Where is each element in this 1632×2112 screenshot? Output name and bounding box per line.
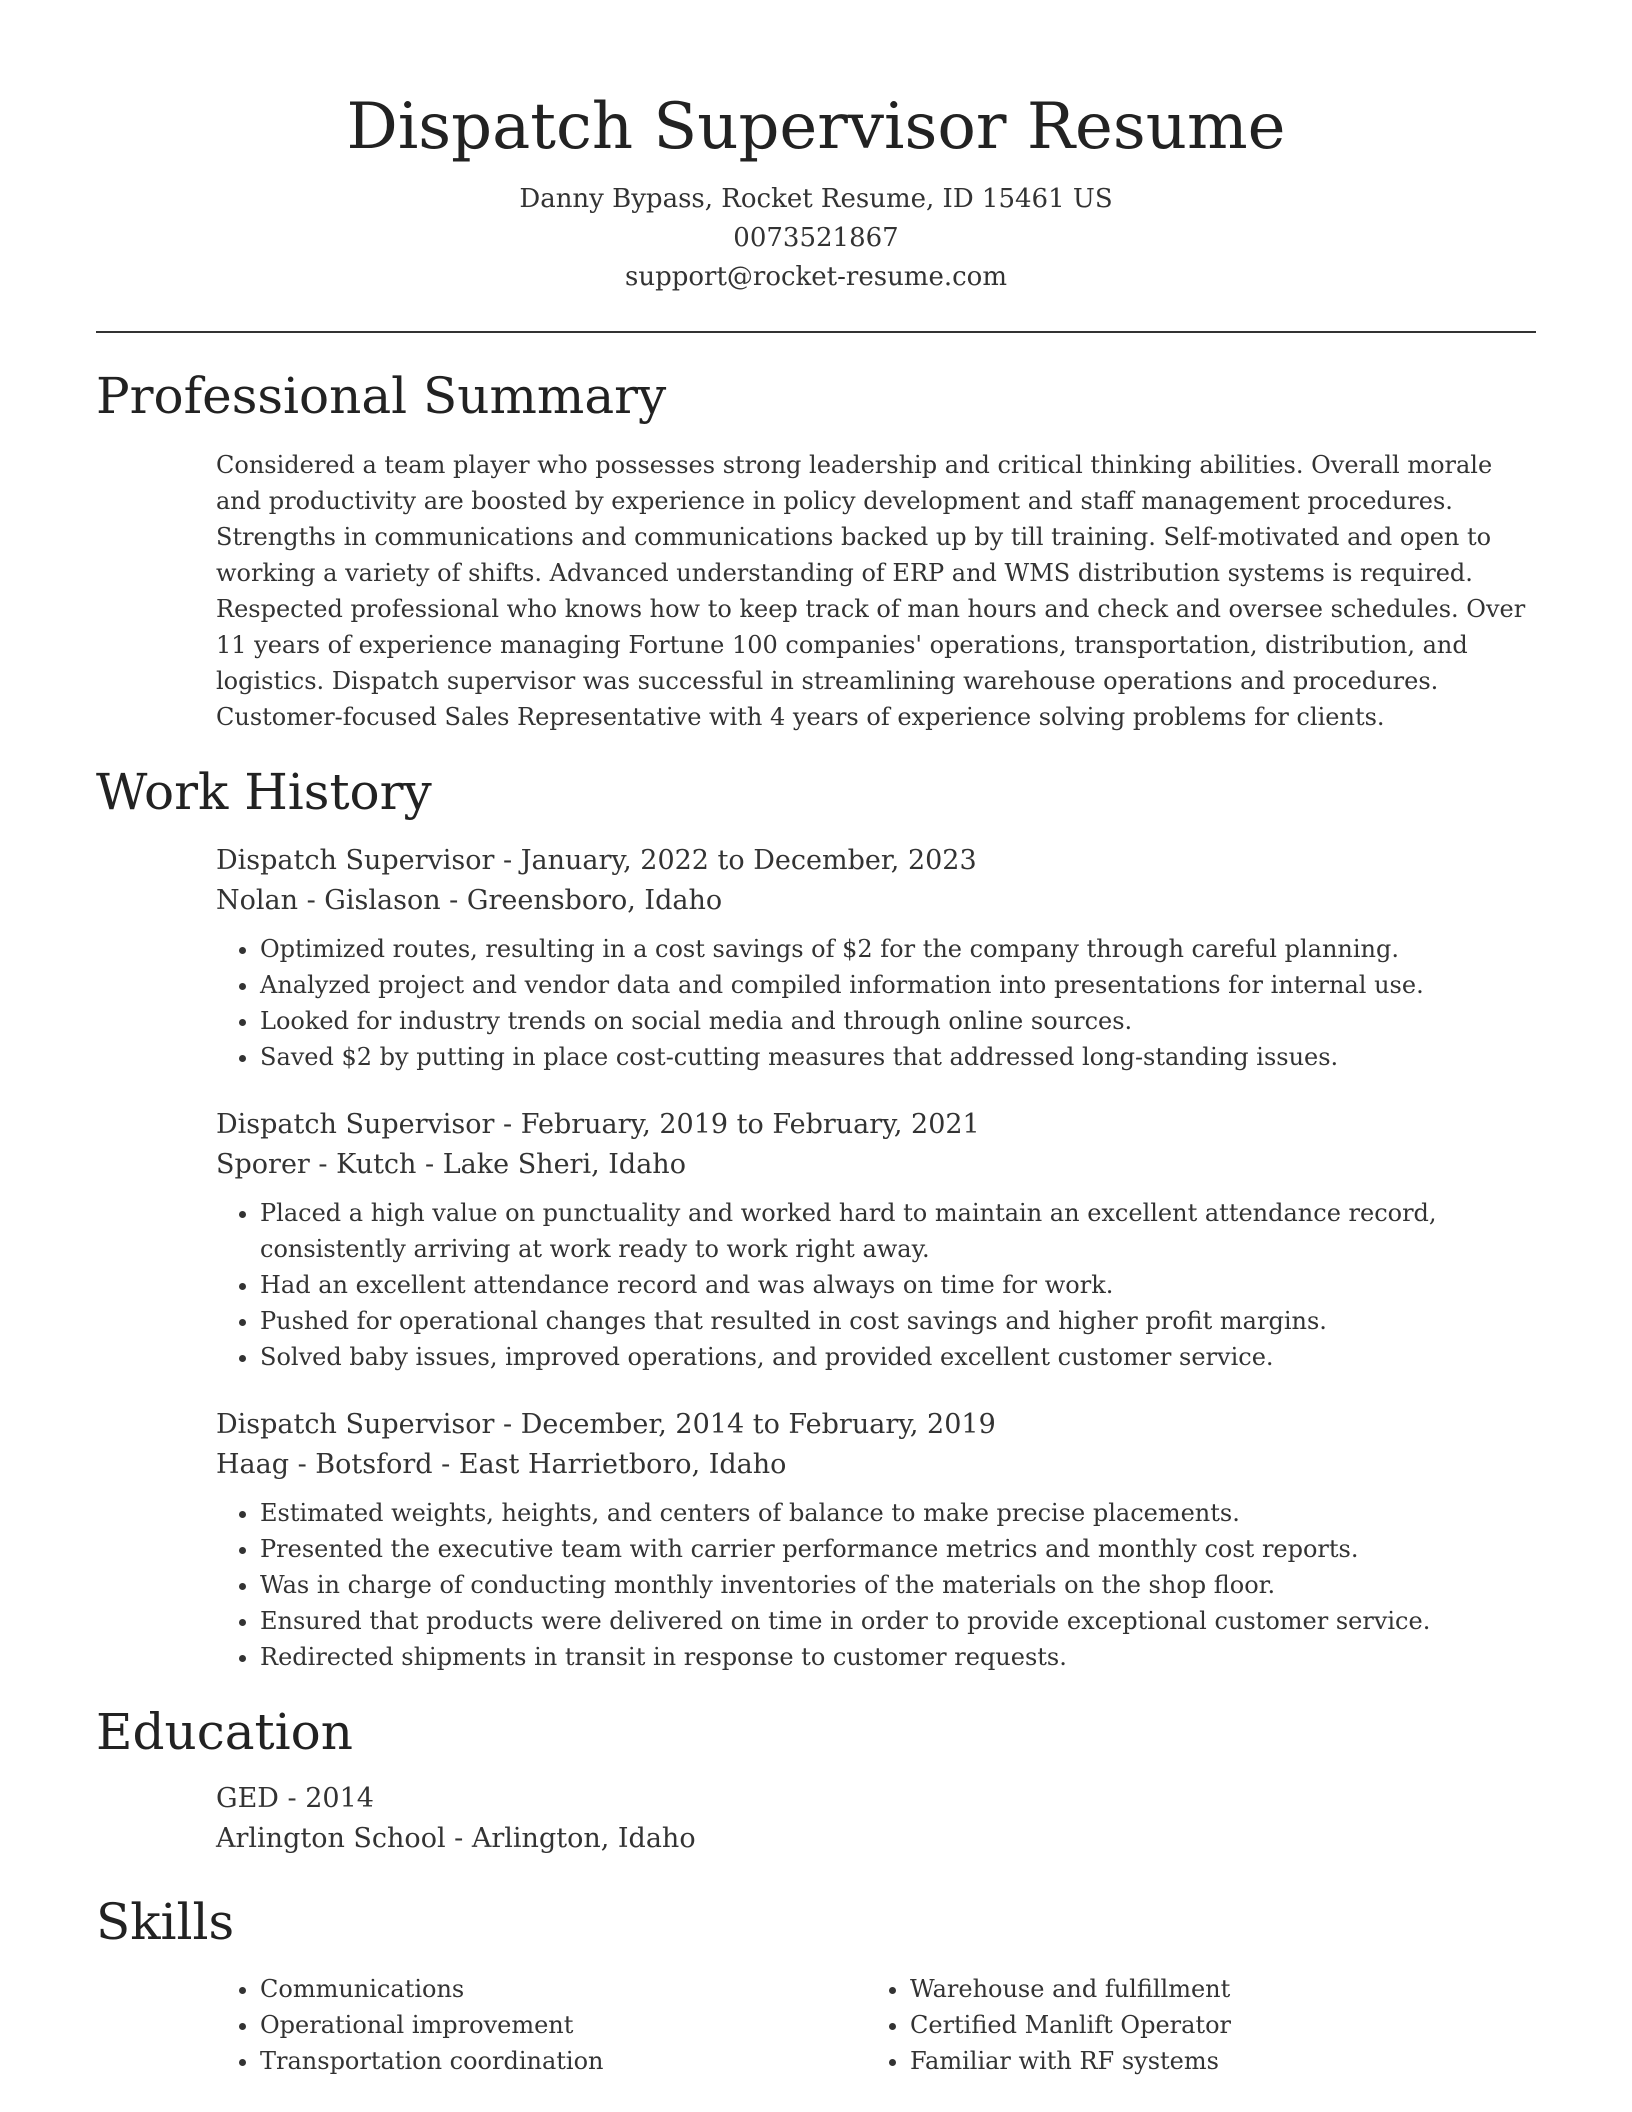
work-history-heading: Work History: [96, 763, 432, 821]
resume-header: [96, 0, 1536, 297]
job-bullet: • Analyzed project and vendor data and compiled information into presentations for internal use.: [260, 967, 1536, 1003]
education-year: - 2014: [278, 1783, 374, 1814]
job-bullets: [216, 1195, 1536, 1375]
job-bullet: • Saved $2 by putting in place cost-cutting measures that addressed long-standing issues.: [260, 1039, 1536, 1075]
job-bullet: • Redirected shipments in transit in response to customer requests.: [260, 1639, 1536, 1675]
job-title-line: [216, 1405, 1536, 1445]
education-degree-line: [216, 1779, 1536, 1819]
job-company: Sporer - Kutch: [216, 1149, 417, 1180]
work-history-section: [96, 757, 1536, 1675]
skills-heading: Skills: [96, 1893, 235, 1951]
job-title-line: [216, 841, 1536, 881]
contact-email: support@rocket-resume.com: [624, 262, 1007, 292]
job-company-line: [216, 1445, 1536, 1485]
summary-text: Considered a team player who possesses strong leadership and critical thinking abilities. Overall morale and productivity are boosted by experience in policy development and staff management procedures. Strengths in communications and communications backed up by till training. Self-motivated and open to working a variety of shifts. Advanced understanding of ERP and WMS distribution systems is required. Respected professional who knows how to keep track of man hours and check and oversee schedules. Over 11 years of experience managing Fortune 100 companies' operations, transportation, distribution, and logistics. Dispatch supervisor was successful in streamlining warehouse operations and procedures. Customer-focused Sales Representative with 4 years of experience solving problems for clients.: [216, 451, 1526, 731]
job-bullet: • Was in charge of conducting monthly inventories of the materials on the shop floor.: [260, 1567, 1536, 1603]
job-company-line: [216, 1145, 1536, 1185]
job-bullet: • Had an excellent attendance record and was always on time for work.: [260, 1267, 1536, 1303]
job-company: Haag - Botsford: [216, 1449, 433, 1480]
job-bullet: • Presented the executive team with carrier performance metrics and monthly cost reports.: [260, 1531, 1536, 1567]
contact-address: Danny Bypass, Rocket Resume, ID 15461 US: [519, 184, 1113, 214]
education-location: - Arlington, Idaho: [445, 1823, 696, 1854]
header-divider: [96, 331, 1536, 333]
job-bullets: [216, 931, 1536, 1075]
skills-section: [96, 1887, 1536, 2079]
job-bullet: • Solved baby issues, improved operations, and provided excellent customer service.: [260, 1339, 1536, 1375]
job-location: - Greensboro, Idaho: [440, 885, 723, 916]
job-dates: - December, 2014 to February, 2019: [494, 1409, 996, 1440]
job-company: Nolan - Gislason: [216, 885, 441, 916]
education-school-line: [216, 1819, 1536, 1859]
job-title: Dispatch Supervisor: [216, 1109, 495, 1140]
skill-item: • Operational improvement: [260, 2007, 866, 2043]
job-dates: - January, 2022 to December, 2023: [494, 845, 977, 876]
job-bullets: [216, 1495, 1536, 1675]
job-location: - Lake Sheri, Idaho: [416, 1149, 686, 1180]
job-location: - East Harrietboro, Idaho: [432, 1449, 787, 1480]
job-bullet: • Pushed for operational changes that resulted in cost savings and higher profit margins.: [260, 1303, 1536, 1339]
job-entry: [216, 1405, 1536, 1675]
skill-item: • Familiar with RF systems: [910, 2043, 1516, 2079]
skills-column-left: [216, 1971, 866, 2079]
job-bullet: • Placed a high value on punctuality and worked hard to maintain an excellent attendance record, consistently arriving at work ready to work right away.: [260, 1195, 1536, 1267]
skill-item: • Communications: [260, 1971, 866, 2007]
job-bullet: • Ensured that products were delivered on time in order to provide exceptional customer service.: [260, 1603, 1536, 1639]
education-section: [96, 1697, 1536, 1859]
job-title-line: [216, 1105, 1536, 1145]
skill-item: • Warehouse and fulfillment: [910, 1971, 1516, 2007]
skill-item: • Certified Manlift Operator: [910, 2007, 1516, 2043]
skill-item: • Transportation coordination: [260, 2043, 866, 2079]
job-title: Dispatch Supervisor: [216, 845, 495, 876]
resume-title: Dispatch Supervisor Resume: [346, 90, 1286, 164]
education-heading: Education: [96, 1703, 353, 1761]
job-entry: [216, 841, 1536, 1075]
job-bullet: • Optimized routes, resulting in a cost savings of $2 for the company through careful planning.: [260, 931, 1536, 967]
job-dates: - February, 2019 to February, 2021: [494, 1109, 980, 1140]
education-school: Arlington School: [216, 1823, 446, 1854]
job-bullet: • Estimated weights, heights, and centers of balance to make precise placements.: [260, 1495, 1536, 1531]
job-entry: [216, 1105, 1536, 1375]
education-degree: GED: [216, 1783, 279, 1814]
skills-list: [216, 1971, 1536, 2079]
job-company-line: [216, 881, 1536, 921]
job-title: Dispatch Supervisor: [216, 1409, 495, 1440]
job-bullet: • Looked for industry trends on social media and through online sources.: [260, 1003, 1536, 1039]
summary-heading: Professional Summary: [96, 367, 667, 425]
contact-info: [96, 180, 1536, 297]
summary-section: [96, 361, 1536, 735]
contact-phone: 0073521867: [733, 223, 899, 253]
skills-column-right: [866, 1971, 1516, 2079]
